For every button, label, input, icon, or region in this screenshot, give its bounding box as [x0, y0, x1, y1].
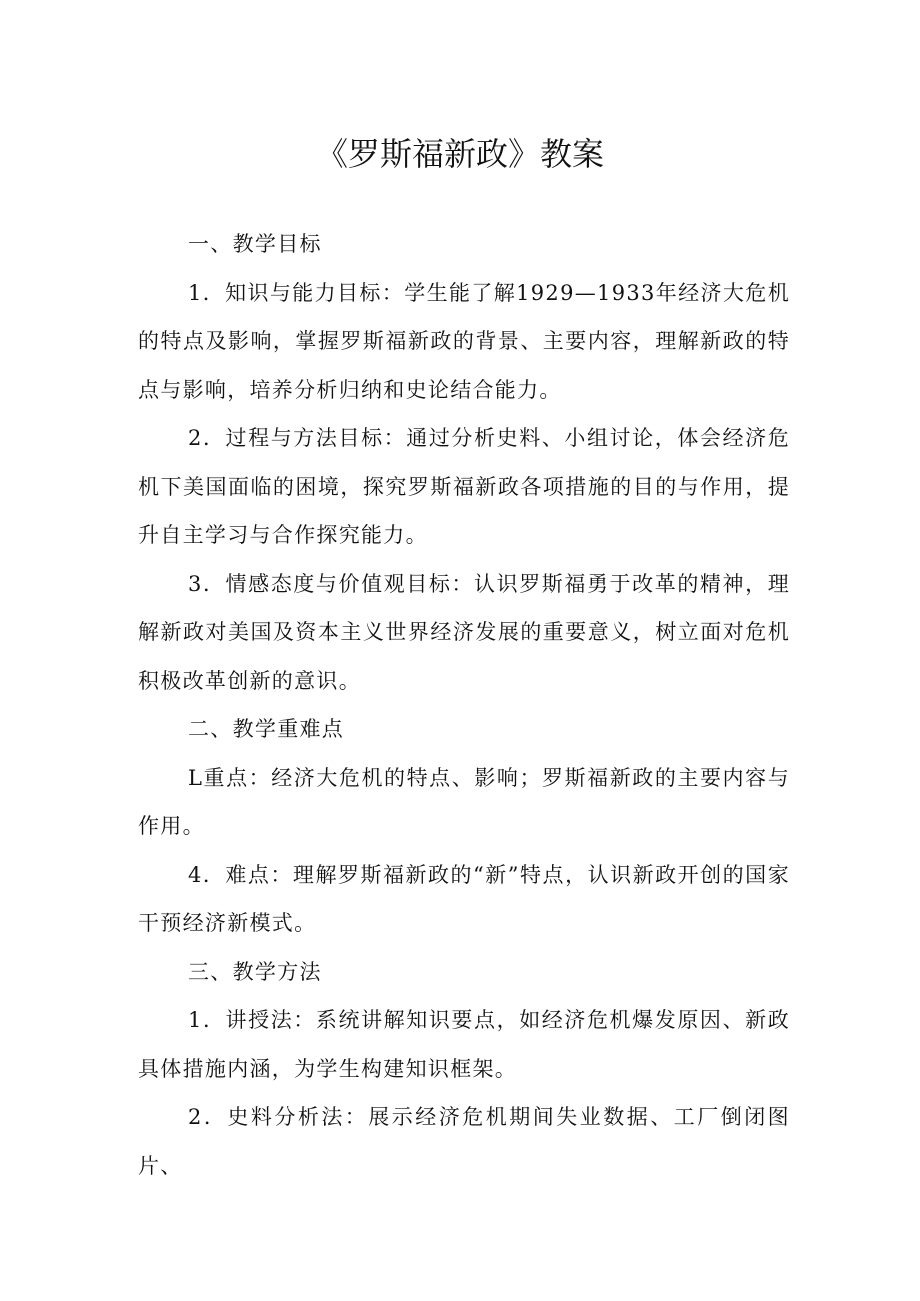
- section-heading-methods: 三、教学方法: [188, 959, 322, 984]
- paragraph-process-goal: 2．过程与方法目标：通过分析史料、小组讨论，体会经济危机下美国面临的困境，探究罗斯福新政各项措施的目的与作用，提升自主学习与合作探究能力。: [138, 426, 790, 547]
- paragraph-lecture-method: 1．讲授法：系统讲解知识要点，如经济危机爆发原因、新政具体措施内涵，为学生构建知识框架。: [138, 1008, 790, 1081]
- section-heading-objectives: 一、教学目标: [188, 232, 322, 256]
- paragraph-difficult-point: 4．难点：理解罗斯福新政的“新”特点，认识新政开创的国家干预经济新模式。: [138, 862, 790, 935]
- document-body: [138, 220, 790, 1190]
- document-title: 《罗斯福新政》教案: [315, 135, 604, 173]
- paragraph-source-analysis-method: 2．史料分析法：展示经济危机期间失业数据、工厂倒闭图片、: [138, 1105, 790, 1178]
- paragraph-knowledge-goal: 1．知识与能力目标：学生能了解1929—1933年经济大危机的特点及影响，掌握罗斯福新政的背景、主要内容，理解新政的特点与影响，培养分析归纳和史论结合能力。: [138, 280, 790, 402]
- section-heading-key-points: 二、教学重难点: [188, 717, 345, 741]
- paragraph-values-goal: 3．情感态度与价值观目标：认识罗斯福勇于改革的精神，理解新政对美国及资本主义世界经济发展的重要意义，树立面对危机积极改革创新的意识。: [138, 571, 790, 693]
- paragraph-key-point: L重点：经济大危机的特点、影响；罗斯福新政的主要内容与作用。: [138, 765, 790, 838]
